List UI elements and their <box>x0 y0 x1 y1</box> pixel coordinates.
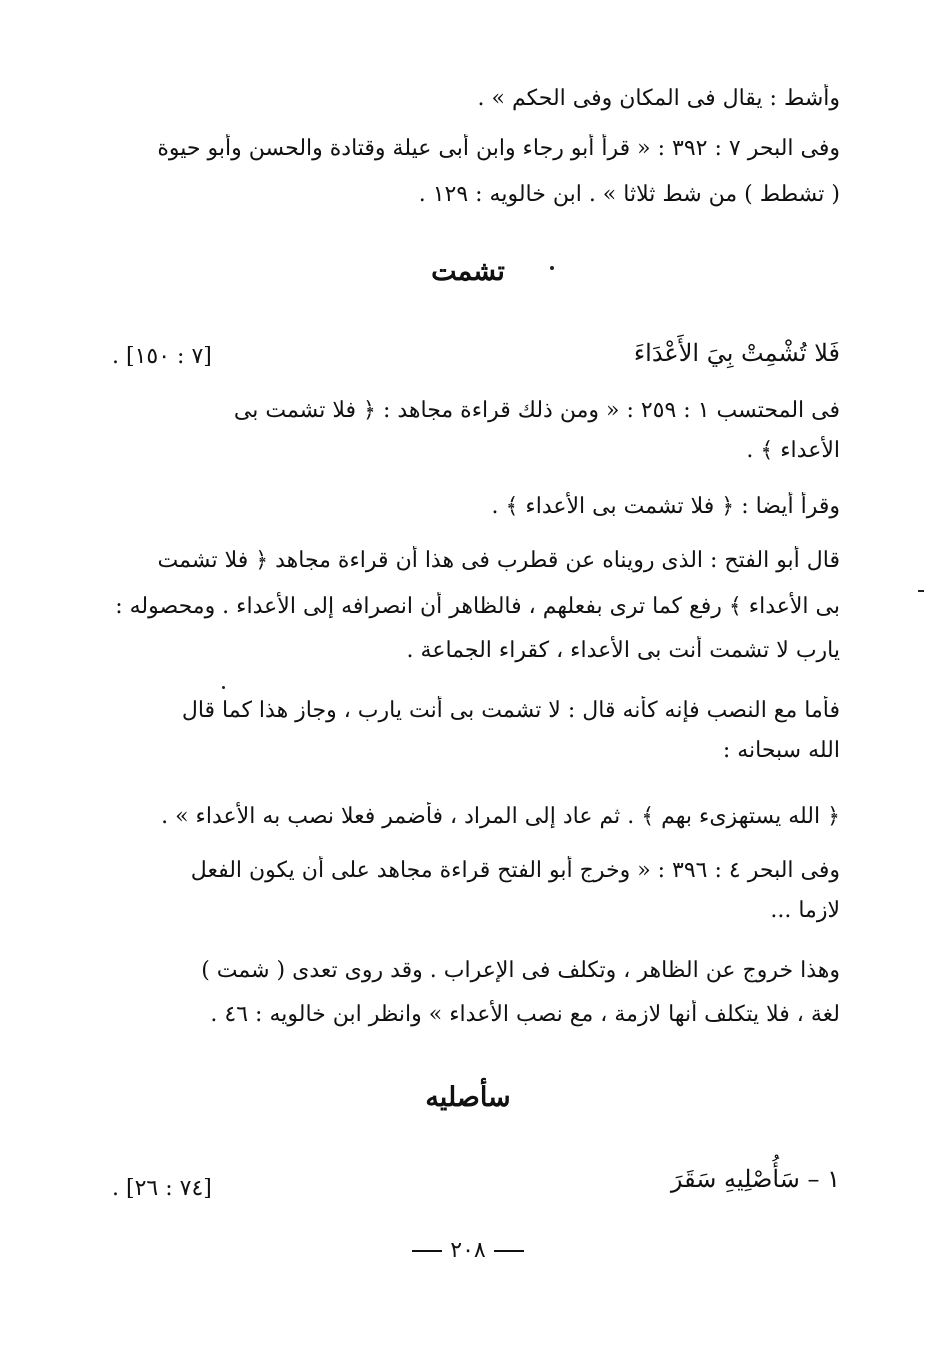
quran-verse: ١ – سَأُصْلِيهِ سَقَرَ <box>670 1165 840 1193</box>
text-line: ﴿ الله يستهزىء بهم ﴾ . ثم عاد إلى المراد ، فأضمر فعلا نصب به الأعداء » . <box>161 804 840 829</box>
dash-decoration <box>494 1250 524 1252</box>
verse-reference: [٧٤ : ٢٦] . <box>112 1176 212 1201</box>
text-line: لازما ... <box>770 898 840 923</box>
text-line: قال أبو الفتح : الذى رويناه عن قطرب فى هذا أن قراءة مجاهد ﴿ فلا تشمت <box>157 548 840 573</box>
text-line: الأعداء ﴾ . <box>746 438 840 463</box>
text-line: الله سبحانه : <box>722 738 840 763</box>
text-line: فى المحتسب ١ : ٢٥٩ : « ومن ذلك قراءة مجاهد : ﴿ فلا تشمت بى <box>233 398 840 423</box>
text-line: ( تشطط ) من شط ثلاثا » . ابن خالويه : ١٢٩ . <box>418 182 840 207</box>
section-heading-saoslihi: سأصليه <box>425 1082 511 1113</box>
scan-speck <box>918 590 924 592</box>
text-line: وفى البحر ٧ : ٣٩٢ : « قرأ أبو رجاء وابن أبى عيلة وقتادة والحسن وأبو حيوة <box>157 136 840 161</box>
text-line: وهذا خروج عن الظاهر ، وتكلف فى الإعراب . وقد روى تعدى ( شمت ) <box>201 958 840 983</box>
scan-speck <box>222 686 225 689</box>
page-number-text: ٢٠٨ <box>450 1238 486 1263</box>
dash-decoration <box>412 1250 442 1252</box>
text-line: فأما مع النصب فإنه كأنه قال : لا تشمت بى أنت يارب ، وجاز هذا كما قال <box>181 698 840 723</box>
text-line: وفى البحر ٤ : ٣٩٦ : « وخرج أبو الفتح قراءة مجاهد على أن يكون الفعل <box>190 858 840 883</box>
text-line: وقرأ أيضا : ﴿ فلا تشمت بى الأعداء ﴾ . <box>491 494 840 519</box>
section-heading-tashmit: تشمت <box>431 256 505 287</box>
verse-reference: [٧ : ١٥٠] . <box>112 344 212 369</box>
page-number <box>0 1236 936 1266</box>
quran-verse: فَلا تُشْمِتْ بِيَ الأَعْدَاءَ <box>633 339 840 367</box>
text-line: لغة ، فلا يتكلف أنها لازمة ، مع نصب الأعداء » وانظر ابن خالويه : ٤٦ . <box>210 1002 840 1027</box>
text-line: وأشط : يقال فى المكان وفى الحكم » . <box>477 86 840 111</box>
text-line: بى الأعداء ﴾ رفع كما ترى بفعلهم ، فالظاهر أن انصرافه إلى الأعداء . ومحصوله : <box>115 594 840 619</box>
scan-speck <box>550 266 554 270</box>
text-line: يارب لا تشمت أنت بى الأعداء ، كقراء الجماعة . <box>406 638 840 663</box>
